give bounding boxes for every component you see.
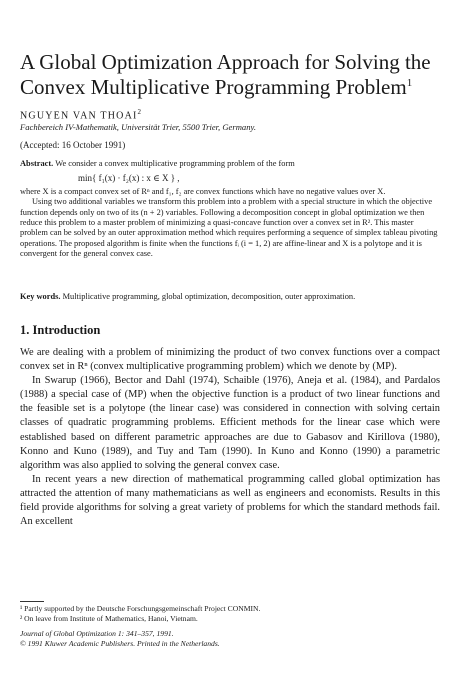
copyright-notice: © 1991 Kluwer Academic Publishers. Printed in the Netherlands. [20,638,220,648]
footnotes [20,600,440,623]
body-paragraph: In Swarup (1966), Bector and Dahl (1974), Schaible (1976), Aneja et al. (1984), and Pardalos (1988) a special case of (MP) when the objective function is a product of two linear functions and the feasible set is a polytope (the linear case) was considered in connection with solving certain classes of quadratic programming problems. Efficient methods for the linear case which were established based on different parametric approaches are due to Gabasov and Kirillova (1980), Konno and Kuno (1989), and Tuy and Tam (1990). In Kuno and Konno (1990) a parametric algorithm was also applied to solving the general convex case. [20,375,440,471]
body-paragraph: In recent years a new direction of mathematical programming called global optimization has attracted the attention of many mathematicians as well as engineers and economists. Results in this field provide algorithms for solving a great variety of problems for which the standard methods fail. An excellent [20,473,440,528]
keywords-text: Multiplicative programming, global optimization, decomposition, outer approximation. [62,292,356,301]
paper-title-text: A Global Optimization Approach for Solving the Convex Multiplicative Programming Problem [20,50,431,99]
author-name [20,108,142,121]
journal-citation: Journal of Global Optimization 1: 341–357, 1991. [20,629,174,638]
abstract-text-3: Using two additional variables we transform this problem into a problem with a special structure in which the objective function depends only on two of its (n + 2) variables. Following a decomposition concept in global optimization we then reduce this problem to a master problem of minimizing a quasi-concave function over a convex set in R². This master problem can be solved by an outer approximation method which requires performing a sequence of simplex tableau pivoting operations. The proposed algorithm is finite when the functions fᵢ (i = 1, 2) are affine-linear and X is a polytope and it is convergent for the general convex case. [20,197,438,259]
paper-title [20,50,440,100]
author-footnote-mark: 2 [137,108,143,116]
keywords-label: Key words. [20,292,61,301]
author-affiliation: Fachbereich IV-Mathematik, Universität Trier, 5500 Trier, Germany. [20,122,256,132]
abstract-label: Abstract. [20,159,54,168]
abstract [20,159,440,260]
keywords [20,292,440,302]
abstract-intro [20,159,440,169]
abstract-formula: min{ f₁(x) · f₂(x) : x ∈ X } , [78,173,180,184]
body-text [20,346,440,529]
footnote-1: ¹ Partly supported by the Deutsche Forschungsgemeinschaft Project CONMIN. [20,604,261,613]
title-footnote-mark: 1 [406,77,413,89]
abstract-text-2: where X is a compact convex set of Rⁿ and f₁, f₂ are convex functions which have no negative values over X. [20,186,386,196]
footnote-2: ² On leave from Institute of Mathematics, Hanoi, Vietnam. [20,613,198,623]
abstract-text-1: We consider a convex multiplicative programming problem of the form [55,159,295,168]
section-heading: 1. Introduction [20,323,101,337]
journal-info [20,629,440,649]
body-paragraph: We are dealing with a problem of minimizing the product of two convex functions over a compact convex set in Rⁿ (convex multiplicative programming problem) which we denote by (MP). [20,347,440,373]
author-name-text: NGUYEN VAN THOAI [20,110,138,122]
accepted-date: (Accepted: 16 October 1991) [20,140,126,150]
